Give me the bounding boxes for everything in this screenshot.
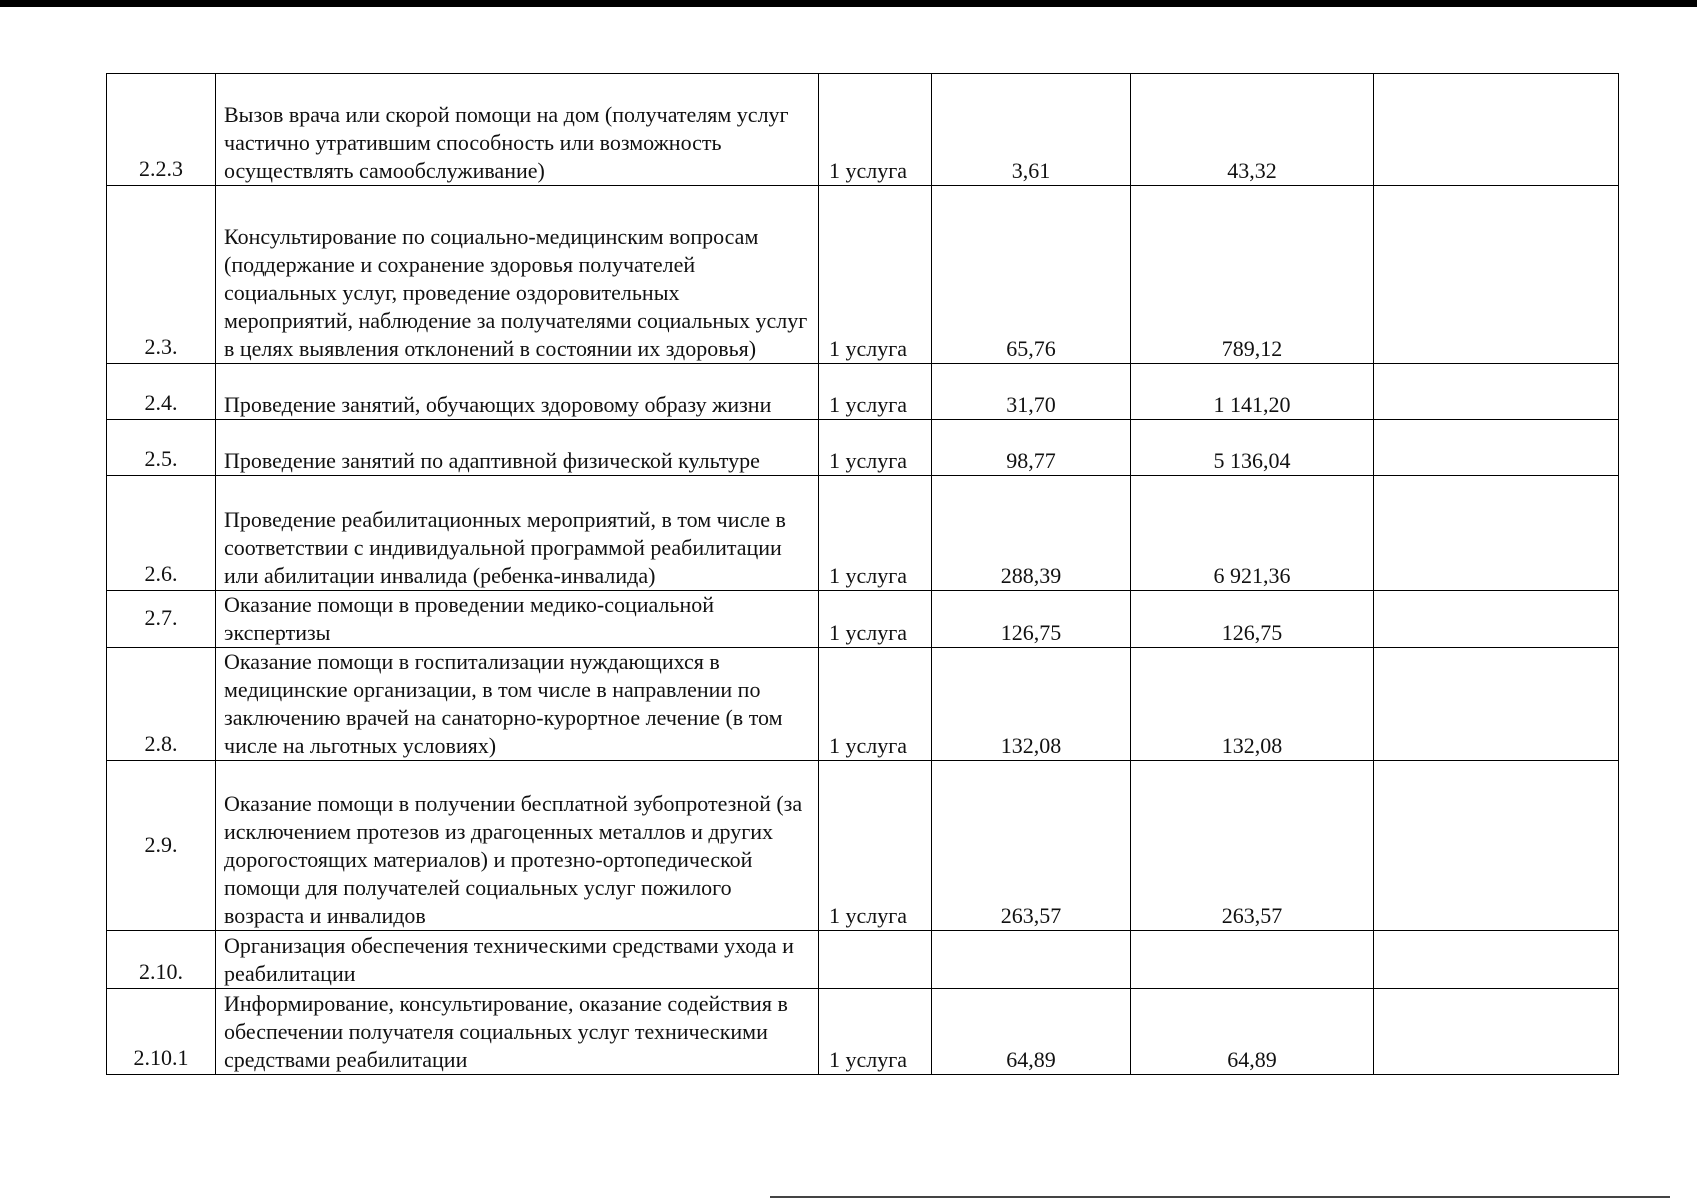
scan-top-border [0,0,1697,7]
service-description: Информирование, консультирование, оказание содействия в обеспечении получателя социальных услуг техническими средствами реабилитации [216,989,819,1075]
row-number: 2.8. [107,648,216,761]
row-number: 2.9. [107,761,216,931]
service-unit [819,931,932,989]
empty-cell [1374,761,1619,931]
row-number: 2.7. [107,591,216,648]
total-price: 126,75 [1131,591,1374,648]
total-price: 263,57 [1131,761,1374,931]
total-price: 132,08 [1131,648,1374,761]
service-description: Организация обеспечения техническими средствами ухода и реабилитации [216,931,819,989]
table-row [107,420,1619,476]
total-price: 43,32 [1131,74,1374,186]
unit-price: 65,76 [932,186,1131,364]
empty-cell [1374,591,1619,648]
total-price: 6 921,36 [1131,476,1374,591]
service-unit: 1 услуга [819,989,932,1075]
table-row [107,186,1619,364]
service-unit: 1 услуга [819,186,932,364]
service-description: Оказание помощи в получении бесплатной зубопротезной (за исключением протезов из драгоценных металлов и других дорогостоящих материалов) и протезно-ортопедической помощи для получателей социальных услуг пожилого возраста и инвалидов [216,761,819,931]
total-price: 1 141,20 [1131,364,1374,420]
service-unit: 1 услуга [819,761,932,931]
service-unit: 1 услуга [819,591,932,648]
unit-price: 263,57 [932,761,1131,931]
empty-cell [1374,931,1619,989]
row-number: 2.2.3 [107,74,216,186]
total-price: 789,12 [1131,186,1374,364]
empty-cell [1374,364,1619,420]
row-number: 2.5. [107,420,216,476]
table-row [107,74,1619,186]
total-price: 5 136,04 [1131,420,1374,476]
table-row [107,648,1619,761]
row-number: 2.10.1 [107,989,216,1075]
row-number: 2.4. [107,364,216,420]
service-unit: 1 услуга [819,420,932,476]
unit-price [932,931,1131,989]
row-number: 2.3. [107,186,216,364]
row-number: 2.6. [107,476,216,591]
empty-cell [1374,186,1619,364]
service-description: Вызов врача или скорой помощи на дом (получателям услуг частично утратившим способность или возможность осуществлять самообслуживание) [216,74,819,186]
unit-price: 288,39 [932,476,1131,591]
unit-price: 64,89 [932,989,1131,1075]
unit-price: 3,61 [932,74,1131,186]
table-row [107,761,1619,931]
unit-price: 126,75 [932,591,1131,648]
empty-cell [1374,648,1619,761]
unit-price: 31,70 [932,364,1131,420]
services-table-wrapper [106,73,1619,1075]
service-description: Проведение занятий по адаптивной физической культуре [216,420,819,476]
unit-price: 98,77 [932,420,1131,476]
total-price: 64,89 [1131,989,1374,1075]
table-row [107,476,1619,591]
services-price-table [106,73,1619,1075]
service-unit: 1 услуга [819,648,932,761]
service-description: Проведение занятий, обучающих здоровому образу жизни [216,364,819,420]
unit-price: 132,08 [932,648,1131,761]
empty-cell [1374,74,1619,186]
service-unit: 1 услуга [819,74,932,186]
scan-bottom-line [770,1196,1670,1198]
total-price [1131,931,1374,989]
empty-cell [1374,989,1619,1075]
service-unit: 1 услуга [819,476,932,591]
table-row [107,989,1619,1075]
service-description: Оказание помощи в проведении медико-социальной экспертизы [216,591,819,648]
table-row [107,591,1619,648]
service-unit: 1 услуга [819,364,932,420]
table-row [107,931,1619,989]
service-description: Оказание помощи в госпитализации нуждающихся в медицинские организации, в том числе в направлении по заключению врачей на санаторно-курортное лечение (в том числе на льготных условиях) [216,648,819,761]
empty-cell [1374,476,1619,591]
row-number: 2.10. [107,931,216,989]
empty-cell [1374,420,1619,476]
table-row [107,364,1619,420]
service-description: Консультирование по социально-медицинским вопросам (поддержание и сохранение здоровья получателей социальных услуг, проведение оздоровительных мероприятий, наблюдение за получателями социальных услуг в целях выявления отклонений в состоянии их здоровья) [216,186,819,364]
service-description: Проведение реабилитационных мероприятий, в том числе в соответствии с индивидуальной программой реабилитации или абилитации инвалида (ребенка-инвалида) [216,476,819,591]
